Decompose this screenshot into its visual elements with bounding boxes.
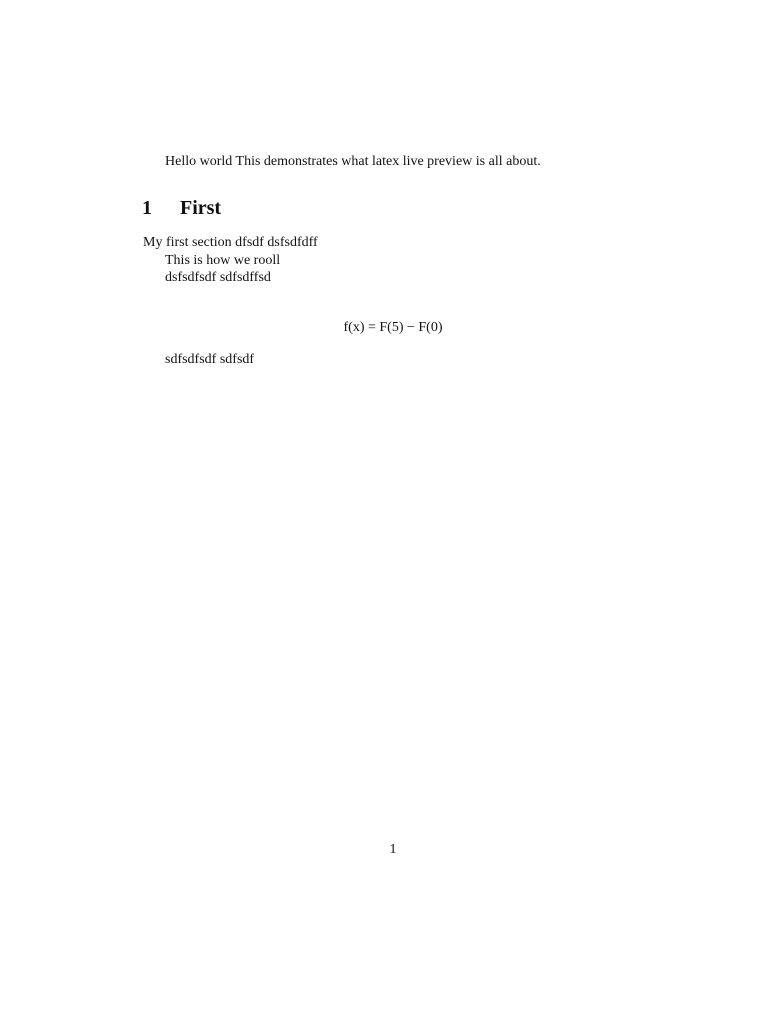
intro-paragraph: Hello world This demonstrates what latex live preview is all about. (165, 154, 541, 169)
section-title: First (180, 197, 222, 219)
paragraph-line: dsfsdfsdf sdfsdffsd (165, 270, 271, 285)
closing-paragraph: sdfsdfsdf sdfsdf (165, 352, 255, 367)
equation-text: f(x) = F(5) − F(0) (343, 320, 443, 335)
paragraph-line: My first section dfsdf dsfsdfdff (143, 235, 318, 250)
display-equation (0, 319, 768, 336)
section-number: 1 (142, 197, 152, 219)
paragraph-line: This is how we rooll (165, 253, 281, 268)
page-number: 1 (389, 842, 397, 857)
